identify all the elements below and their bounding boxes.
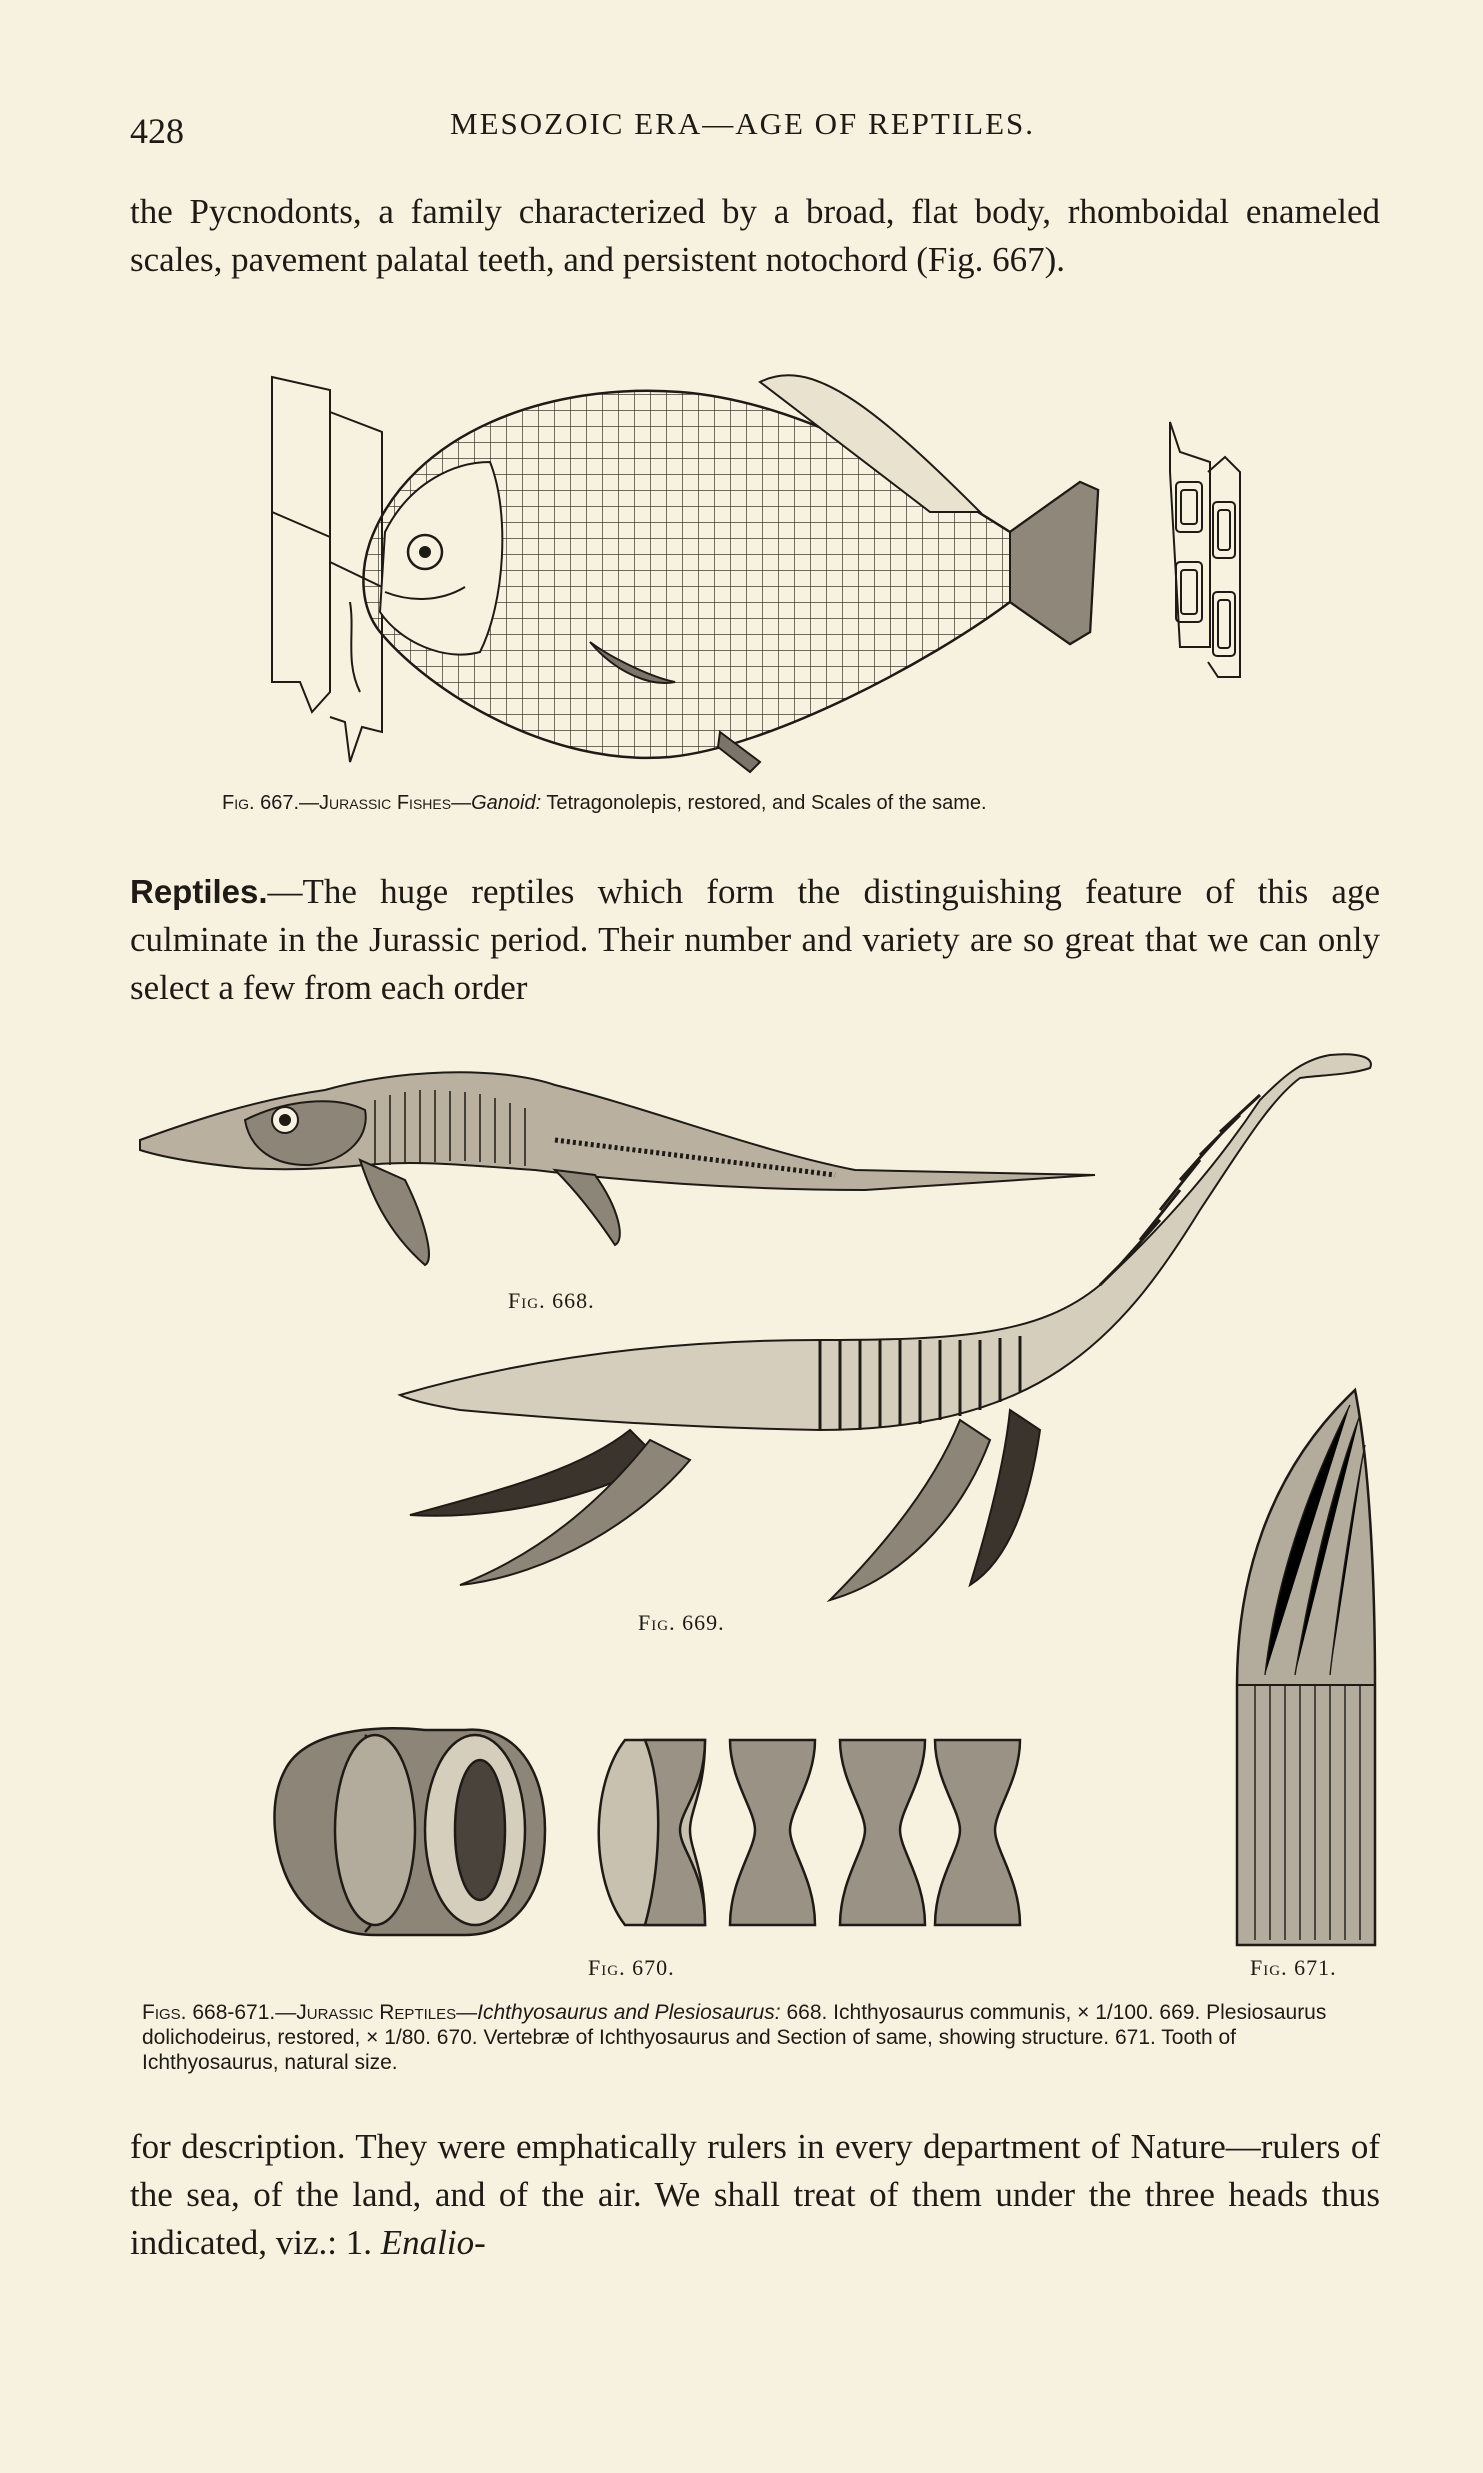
figs-caption-title: Jurassic Reptiles [296,2001,457,2024]
fig-667-caption-prefix: Fig. 667.— [222,792,320,814]
paragraph-pycnodonts-text: the Pycnodonts, a family characterized by a broad, flat body, rhomboidal enameled scales, pavement palatal teeth, and persistent notochord (Fig. 667). [130,192,1380,279]
paragraph-description [130,2123,1380,2267]
fig-667-caption [222,792,987,815]
figs-caption-rest: 668. Ichthyosaurus communis, × 1/100. 669. Plesiosaurus dolichodeirus, restored, × 1/80. 670. Vertebræ of Ichthyosaurus and Section of same, showing structure. 671. Tooth of Ichthyosaurus, natural size. [142,2001,1327,2074]
page-number: 428 [130,111,184,151]
vertebrae-side-view [274,1728,545,1935]
paragraph-reptiles [130,868,1380,1012]
tetragonolepis-fish [363,375,1098,772]
fig-667-caption-italic: Ganoid: [471,792,542,814]
figs-caption-prefix: Figs. 668-671.— [142,2001,297,2024]
page-header [130,98,1380,158]
fig-669-label: Fig. 669. [638,1610,725,1635]
paragraph-reptiles-text: —The huge reptiles which form the distinguishing feature of this age culminate in the Jurassic period. Their number and variety are so great that we can only select a few from each order [130,872,1380,1007]
reptiles-run-in-heading: Reptiles. [130,873,268,910]
fig-667-illustration [250,362,1260,782]
fig-667-caption-rest: Tetragonolepis, restored, and Scales of the same. [541,792,987,814]
enalio-italic-word: Enalio- [380,2223,486,2262]
fig-670-label: Fig. 670. [588,1955,675,1980]
figs-caption-dash: — [456,2001,478,2024]
fig-667-caption-title: Jurassic Fishes [319,792,452,814]
scale-plates-right [1170,422,1240,677]
paragraph-description-text: for description. They were emphatically rulers in every department of Nature—rulers of the sea, of the land, and of the air. We shall treat of them under the three heads thus indicated, viz.: 1. [130,2127,1380,2262]
fig-668-label: Fig. 668. [508,1288,595,1313]
fig-667-caption-dash: — [451,792,472,814]
fig-671-tooth-illustration [1225,1385,1385,1945]
fig-670-vertebrae-illustration [265,1710,1025,1950]
figs-caption-italic: Ichthyosaurus and Plesiosaurus: [477,2001,781,2024]
paragraph-pycnodonts [130,188,1380,284]
figs-668-671-caption [142,2000,1367,2075]
fig-671-label: Fig. 671. [1250,1955,1337,1980]
running-head: MESOZOIC ERA—AGE OF REPTILES. [450,106,1036,141]
vertebrae-sections [599,1740,1020,1925]
